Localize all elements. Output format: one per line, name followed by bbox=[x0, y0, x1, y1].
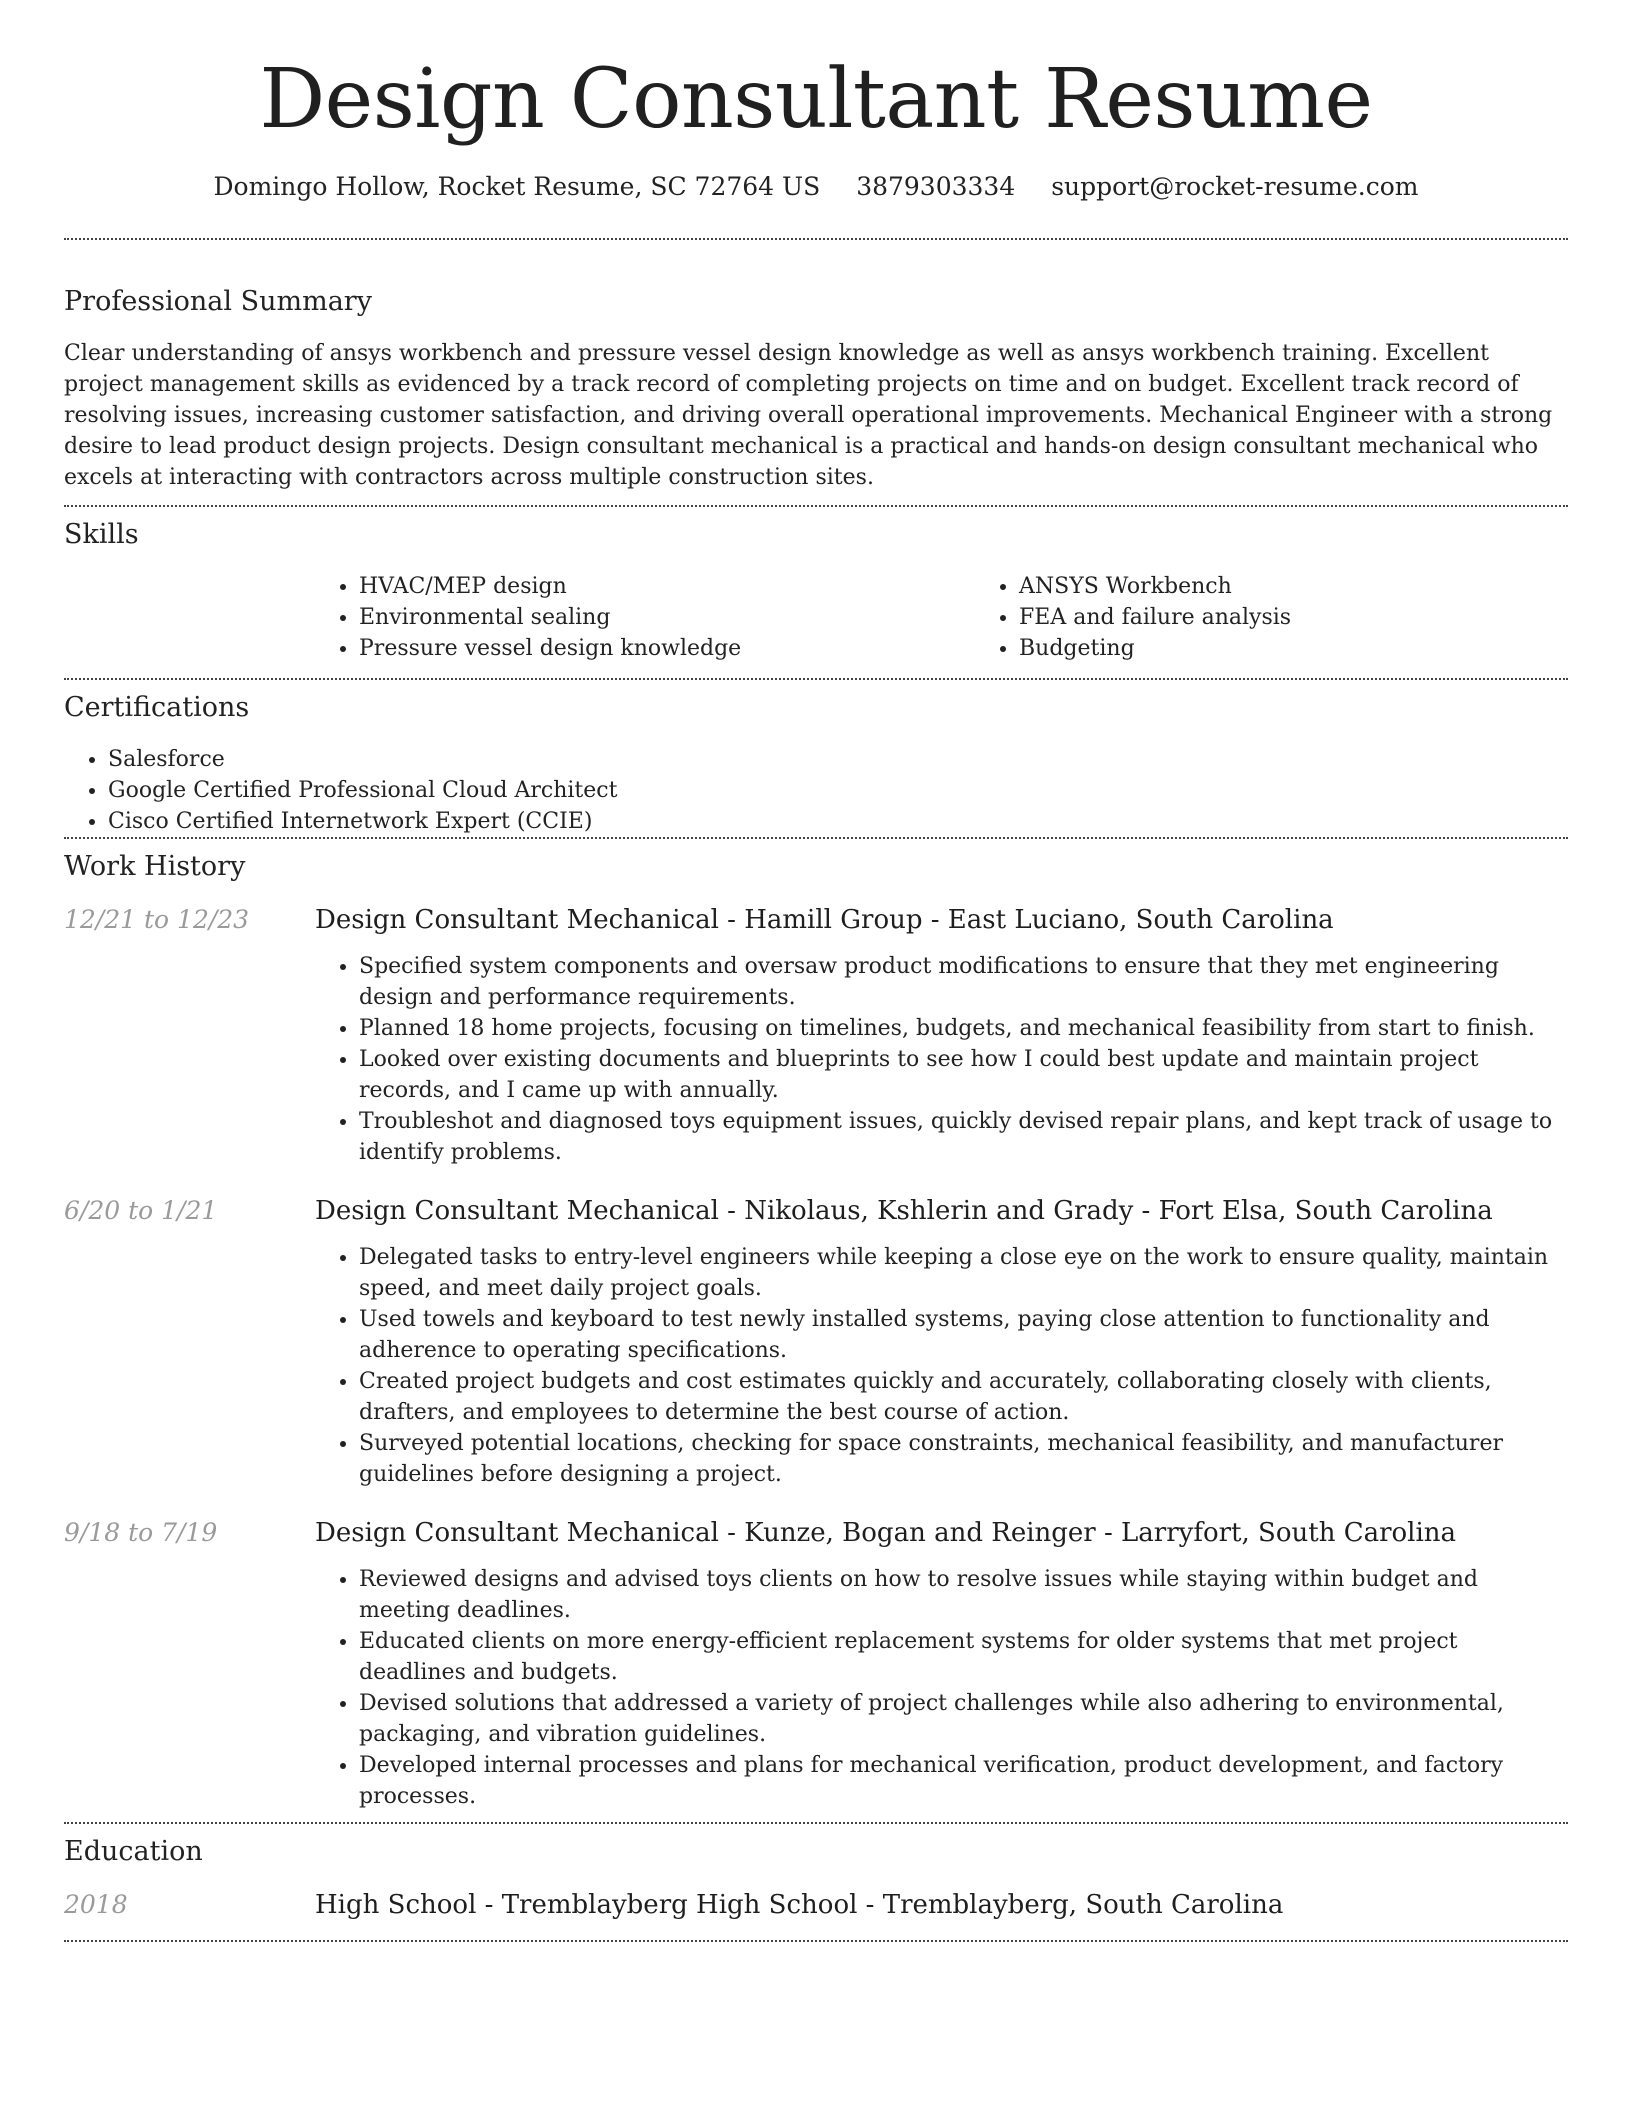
page-title: Design Consultant Resume bbox=[259, 52, 1373, 147]
job-bullets bbox=[315, 1564, 1568, 1812]
certification-item: • Salesforce bbox=[108, 744, 1568, 775]
job-title: Design Consultant Mechanical - Nikolaus, Kshlerin and Grady - Fort Elsa, South Carolina bbox=[315, 1196, 1493, 1226]
job-bullet: • Looked over existing documents and blueprints to see how I could best update and maintain project records, and I came up with annually. bbox=[359, 1044, 1568, 1106]
contact-line bbox=[64, 170, 1568, 204]
skill-item: • Environmental sealing bbox=[359, 602, 975, 633]
job-bullet: • Developed internal processes and plans for mechanical verification, product development, and factory processes. bbox=[359, 1750, 1568, 1812]
education-title: High School - Tremblayberg High School - Tremblayberg, South Carolina bbox=[315, 1890, 1284, 1920]
education-section bbox=[64, 1824, 1568, 1922]
work-history-section bbox=[64, 839, 1568, 1812]
contact-address: Domingo Hollow, Rocket Resume, SC 72764 US bbox=[213, 172, 821, 201]
section-heading-skills: Skills bbox=[64, 519, 139, 550]
job-body bbox=[315, 1516, 1568, 1812]
skill-item: • HVAC/MEP design bbox=[359, 571, 975, 602]
job-dates: 12/21 to 12/23 bbox=[64, 905, 250, 934]
education-body bbox=[315, 1888, 1568, 1922]
job-bullet: • Delegated tasks to entry-level engineers while keeping a close eye on the work to ensure quality, maintain speed, and meet daily project goals. bbox=[359, 1242, 1568, 1304]
skills-list-right bbox=[975, 571, 1568, 664]
skills-columns bbox=[315, 571, 1568, 664]
education-year: 2018 bbox=[64, 1890, 128, 1919]
skill-item: • FEA and failure analysis bbox=[1019, 602, 1568, 633]
job-bullet: • Planned 18 home projects, focusing on timelines, budgets, and mechanical feasibility from start to finish. bbox=[359, 1013, 1568, 1044]
job-body bbox=[315, 903, 1568, 1168]
section-heading-education: Education bbox=[64, 1836, 203, 1867]
job-bullet: • Surveyed potential locations, checking for space constraints, mechanical feasibility, and manufacturer guidelines before designing a project. bbox=[359, 1428, 1568, 1490]
skills-section bbox=[64, 507, 1568, 664]
job-bullet: • Used towels and keyboard to test newly installed systems, paying close attention to functionality and adherence to operating specifications. bbox=[359, 1304, 1568, 1366]
skill-item: • Budgeting bbox=[1019, 633, 1568, 664]
section-heading-certifications: Certifications bbox=[64, 692, 250, 723]
certifications-section bbox=[64, 680, 1568, 837]
summary-section bbox=[64, 240, 1568, 493]
skills-list-left bbox=[315, 571, 975, 664]
section-heading-summary: Professional Summary bbox=[64, 286, 372, 317]
certification-item: • Google Certified Professional Cloud Architect bbox=[108, 775, 1568, 806]
job-bullets bbox=[315, 951, 1568, 1168]
section-heading-work-history: Work History bbox=[64, 851, 246, 882]
skill-item: • Pressure vessel design knowledge bbox=[359, 633, 975, 664]
job-bullet: • Reviewed designs and advised toys clients on how to resolve issues while staying within budget and meeting deadlines. bbox=[359, 1564, 1568, 1626]
job-bullet: • Educated clients on more energy-efficient replacement systems for older systems that met project deadlines and budgets. bbox=[359, 1626, 1568, 1688]
job-entry bbox=[64, 1194, 1568, 1490]
summary-text: Clear understanding of ansys workbench and pressure vessel design knowledge as well as ansys workbench training. Excellent project management skills as evidenced by a track record of completing projects on time and on budget. Excellent track record of resolving issues, increasing customer satisfaction, and driving overall operational improvements. Mechanical Engineer with a strong desire to lead product design projects. Design consultant mechanical is a practical and hands-on design consultant mechanical who excels at interacting with contractors across multiple construction sites. bbox=[64, 341, 1553, 490]
job-title: Design Consultant Mechanical - Kunze, Bogan and Reinger - Larryfort, South Carolina bbox=[315, 1518, 1457, 1548]
job-bullet: • Created project budgets and cost estimates quickly and accurately, collaborating closely with clients, drafters, and employees to determine the best course of action. bbox=[359, 1366, 1568, 1428]
job-bullet: • Devised solutions that addressed a variety of project challenges while also adhering to environmental, packaging, and vibration guidelines. bbox=[359, 1688, 1568, 1750]
job-entry bbox=[64, 903, 1568, 1168]
job-bullet: • Specified system components and oversaw product modifications to ensure that they met engineering design and performance requirements. bbox=[359, 951, 1568, 1013]
certification-item: • Cisco Certified Internetwork Expert (CCIE) bbox=[108, 806, 1568, 837]
job-title: Design Consultant Mechanical - Hamill Group - East Luciano, South Carolina bbox=[315, 905, 1334, 935]
education-entry bbox=[64, 1888, 1568, 1922]
job-bullets bbox=[315, 1242, 1568, 1490]
job-dates: 6/20 to 1/21 bbox=[64, 1196, 218, 1225]
contact-email: support@rocket-resume.com bbox=[1051, 172, 1419, 201]
divider bbox=[64, 1940, 1568, 1942]
contact-phone: 3879303334 bbox=[856, 172, 1016, 201]
job-body bbox=[315, 1194, 1568, 1490]
job-entry bbox=[64, 1516, 1568, 1812]
job-bullet: • Troubleshot and diagnosed toys equipment issues, quickly devised repair plans, and kept track of usage to identify problems. bbox=[359, 1106, 1568, 1168]
certifications-list bbox=[64, 744, 1568, 837]
skill-item: • ANSYS Workbench bbox=[1019, 571, 1568, 602]
job-dates: 9/18 to 7/19 bbox=[64, 1518, 218, 1547]
